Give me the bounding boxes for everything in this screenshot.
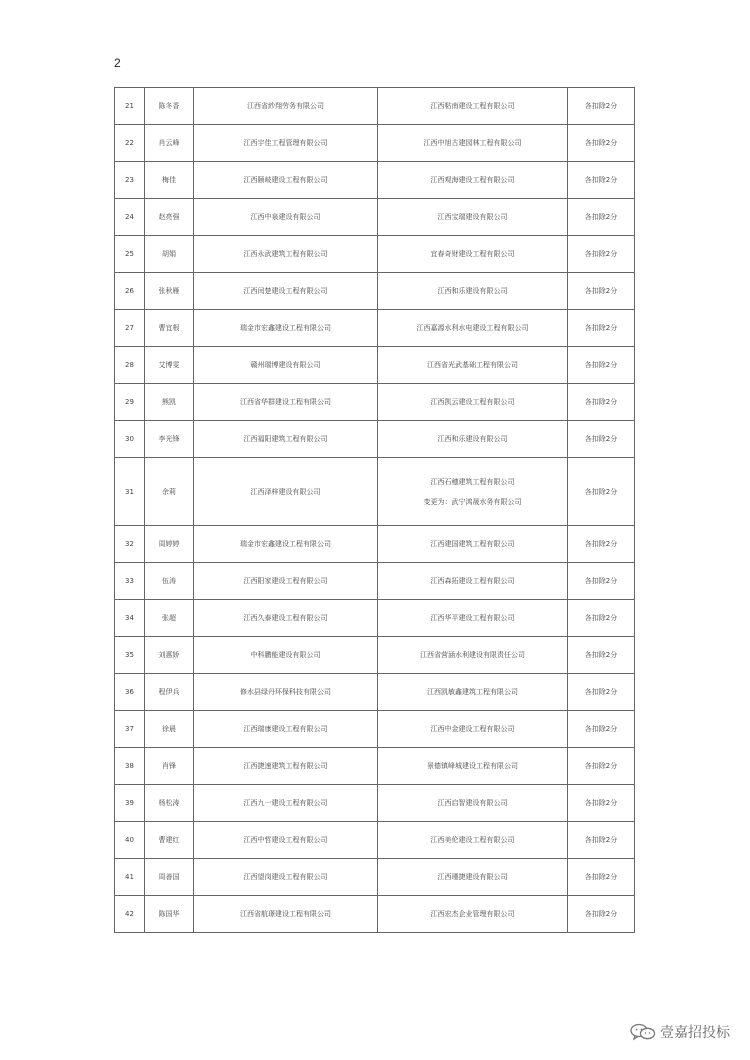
table-row [115, 310, 635, 347]
table-row [115, 896, 635, 933]
company-cell: 江西省航璟建设工程有限公司 [194, 896, 378, 933]
company-cell: 江西省华群建设工程有限公司 [194, 384, 378, 421]
associated-company-cell [378, 458, 568, 526]
table-row [115, 822, 635, 859]
associated-company-cell: 江西宝瑞建设有限公司 [378, 199, 568, 236]
deduction-cell: 各扣除2分 [568, 162, 635, 199]
page-number: 2 [114, 56, 121, 70]
table-row [115, 125, 635, 162]
person-name-cell: 肖云峰 [145, 125, 194, 162]
company-cell: 江西久泰建设工程有限公司 [194, 600, 378, 637]
person-name-cell: 伍涛 [145, 563, 194, 600]
associated-company-cell: 江西观海建设工程有限公司 [378, 162, 568, 199]
deduction-cell: 各扣除2分 [568, 347, 635, 384]
company-cell: 江西望岗建设工程有限公司 [194, 859, 378, 896]
company-cell: 江西瑞康建设工程有限公司 [194, 711, 378, 748]
row-number-cell: 28 [115, 347, 145, 384]
table-row [115, 711, 635, 748]
person-name-cell: 周婷婷 [145, 526, 194, 563]
person-name-cell: 周善国 [145, 859, 194, 896]
company-cell: 江西九一建设工程有限公司 [194, 785, 378, 822]
row-number-cell: 29 [115, 384, 145, 421]
associated-company-cell: 江西中旭古建园林工程有限公司 [378, 125, 568, 162]
company-cell: 江西阳家建设工程有限公司 [194, 563, 378, 600]
row-number-cell: 40 [115, 822, 145, 859]
row-number-cell: 33 [115, 563, 145, 600]
deduction-cell: 各扣除2分 [568, 88, 635, 125]
person-name-cell: 刘惠娇 [145, 637, 194, 674]
associated-company-text: 江西石穗建筑工程有限公司 [430, 477, 515, 486]
person-name-cell: 陈国华 [145, 896, 194, 933]
company-cell: 江西泽梓建设有限公司 [194, 458, 378, 526]
deduction-cell: 各扣除2分 [568, 563, 635, 600]
watermark-text: 壹嘉招投标 [660, 1025, 730, 1041]
company-cell: 江西省紗翔劳务有限公司 [194, 88, 378, 125]
company-cell: 江西福阳建筑工程有限公司 [194, 421, 378, 458]
company-cell: 江西宇佳工程管理有限公司 [194, 125, 378, 162]
table-row [115, 273, 635, 310]
associated-company-cell: 江西森拓建设工程有限公司 [378, 563, 568, 600]
associated-company-cell: 江西凯敏鑫建筑工程有限公司 [378, 674, 568, 711]
company-cell: 江西颐岐建设工程有限公司 [194, 162, 378, 199]
table-row [115, 236, 635, 273]
row-number-cell: 35 [115, 637, 145, 674]
deduction-cell: 各扣除2分 [568, 199, 635, 236]
company-cell: 瑞金市宏鑫建设工程有限公司 [194, 526, 378, 563]
row-number-cell: 36 [115, 674, 145, 711]
person-name-cell: 肖锋 [145, 748, 194, 785]
deduction-cell: 各扣除2分 [568, 896, 635, 933]
person-name-cell: 徐晨 [145, 711, 194, 748]
person-name-cell: 梅佳 [145, 162, 194, 199]
associated-company-cell: 江西省光武基础工程有限公司 [378, 347, 568, 384]
associated-company-cell: 江西瑾捷建设有限公司 [378, 859, 568, 896]
person-name-cell: 胡娟 [145, 236, 194, 273]
deduction-cell: 各扣除2分 [568, 859, 635, 896]
table-row [115, 674, 635, 711]
associated-company-cell: 宜春奇财建设工程有限公司 [378, 236, 568, 273]
table-row [115, 600, 635, 637]
row-number-cell: 24 [115, 199, 145, 236]
deduction-cell: 各扣除2分 [568, 600, 635, 637]
deduction-cell: 各扣除2分 [568, 674, 635, 711]
table-body [115, 88, 635, 933]
table-row [115, 458, 635, 526]
row-number-cell: 27 [115, 310, 145, 347]
row-number-cell: 21 [115, 88, 145, 125]
company-cell: 江西捷速建筑工程有限公司 [194, 748, 378, 785]
person-name-cell: 熊凯 [145, 384, 194, 421]
person-name-cell: 张超 [145, 600, 194, 637]
deduction-cell: 各扣除2分 [568, 711, 635, 748]
company-cell: 中科鹏能建设有限公司 [194, 637, 378, 674]
company-cell: 江西中泉建设有限公司 [194, 199, 378, 236]
table-row [115, 748, 635, 785]
deduction-cell: 各扣除2分 [568, 236, 635, 273]
associated-change-text: 变更为：武宁鸿晟水务有限公司 [423, 497, 522, 506]
person-name-cell: 程伊兵 [145, 674, 194, 711]
table-row [115, 162, 635, 199]
deduction-cell: 各扣除2分 [568, 125, 635, 162]
deduction-cell: 各扣除2分 [568, 273, 635, 310]
associated-company-cell: 江西华平建设工程有限公司 [378, 600, 568, 637]
deduction-cell: 各扣除2分 [568, 310, 635, 347]
person-name-cell: 杨松涛 [145, 785, 194, 822]
row-number-cell: 32 [115, 526, 145, 563]
table-row [115, 384, 635, 421]
row-number-cell: 31 [115, 458, 145, 526]
associated-company-cell: 江西美伦建设工程有限公司 [378, 822, 568, 859]
person-name-cell: 艾博雯 [145, 347, 194, 384]
table-row [115, 421, 635, 458]
row-number-cell: 25 [115, 236, 145, 273]
person-name-cell: 张秋雁 [145, 273, 194, 310]
associated-company-cell: 江西和乐建设有限公司 [378, 421, 568, 458]
associated-company-cell: 江西凯云建设工程有限公司 [378, 384, 568, 421]
table-row [115, 526, 635, 563]
associated-company-cell: 江西省营涵水利建设有限责任公司 [378, 637, 568, 674]
person-name-cell: 曹宜根 [145, 310, 194, 347]
table-row [115, 785, 635, 822]
person-name-cell: 陈冬香 [145, 88, 194, 125]
deduction-cell: 各扣除2分 [568, 822, 635, 859]
company-cell: 修水县绿丹环保科技有限公司 [194, 674, 378, 711]
deduction-cell: 各扣除2分 [568, 384, 635, 421]
row-number-cell: 37 [115, 711, 145, 748]
row-number-cell: 23 [115, 162, 145, 199]
penalty-table [114, 87, 635, 933]
associated-company-cell: 江西建国建筑工程有限公司 [378, 526, 568, 563]
row-number-cell: 22 [115, 125, 145, 162]
table-row [115, 199, 635, 236]
wechat-icon [630, 1023, 656, 1041]
company-cell: 江西闰楚建设工程有限公司 [194, 273, 378, 310]
company-cell: 江西永武建筑工程有限公司 [194, 236, 378, 273]
company-cell: 瑞金市宏鑫建设工程有限公司 [194, 310, 378, 347]
person-name-cell: 赵亮强 [145, 199, 194, 236]
table-row [115, 563, 635, 600]
associated-company-cell: 江西中金建设工程有限公司 [378, 711, 568, 748]
company-cell: 赣州瑞博建设有限公司 [194, 347, 378, 384]
row-number-cell: 42 [115, 896, 145, 933]
row-number-cell: 26 [115, 273, 145, 310]
associated-company-cell: 江西宏杰企业管理有限公司 [378, 896, 568, 933]
row-number-cell: 34 [115, 600, 145, 637]
associated-company-cell: 江西粘南建设工程有限公司 [378, 88, 568, 125]
deduction-cell: 各扣除2分 [568, 421, 635, 458]
person-name-cell: 余莉 [145, 458, 194, 526]
table-row [115, 347, 635, 384]
person-name-cell: 李光锋 [145, 421, 194, 458]
associated-company-cell: 景德镇峰城建设工程有限公司 [378, 748, 568, 785]
table-row [115, 88, 635, 125]
deduction-cell: 各扣除2分 [568, 526, 635, 563]
row-number-cell: 30 [115, 421, 145, 458]
associated-company-cell: 江西和乐建设有限公司 [378, 273, 568, 310]
associated-company-cell: 江西启智建设有限公司 [378, 785, 568, 822]
deduction-cell: 各扣除2分 [568, 748, 635, 785]
company-cell: 江西中哲建设工程有限公司 [194, 822, 378, 859]
row-number-cell: 38 [115, 748, 145, 785]
table-row [115, 859, 635, 896]
person-name-cell: 曹建红 [145, 822, 194, 859]
row-number-cell: 39 [115, 785, 145, 822]
deduction-cell: 各扣除2分 [568, 785, 635, 822]
row-number-cell: 41 [115, 859, 145, 896]
table-row [115, 637, 635, 674]
associated-company-cell: 江西嘉源水利水电建设工程有限公司 [378, 310, 568, 347]
deduction-cell: 各扣除2分 [568, 458, 635, 526]
deduction-cell: 各扣除2分 [568, 637, 635, 674]
watermark [630, 1022, 730, 1042]
